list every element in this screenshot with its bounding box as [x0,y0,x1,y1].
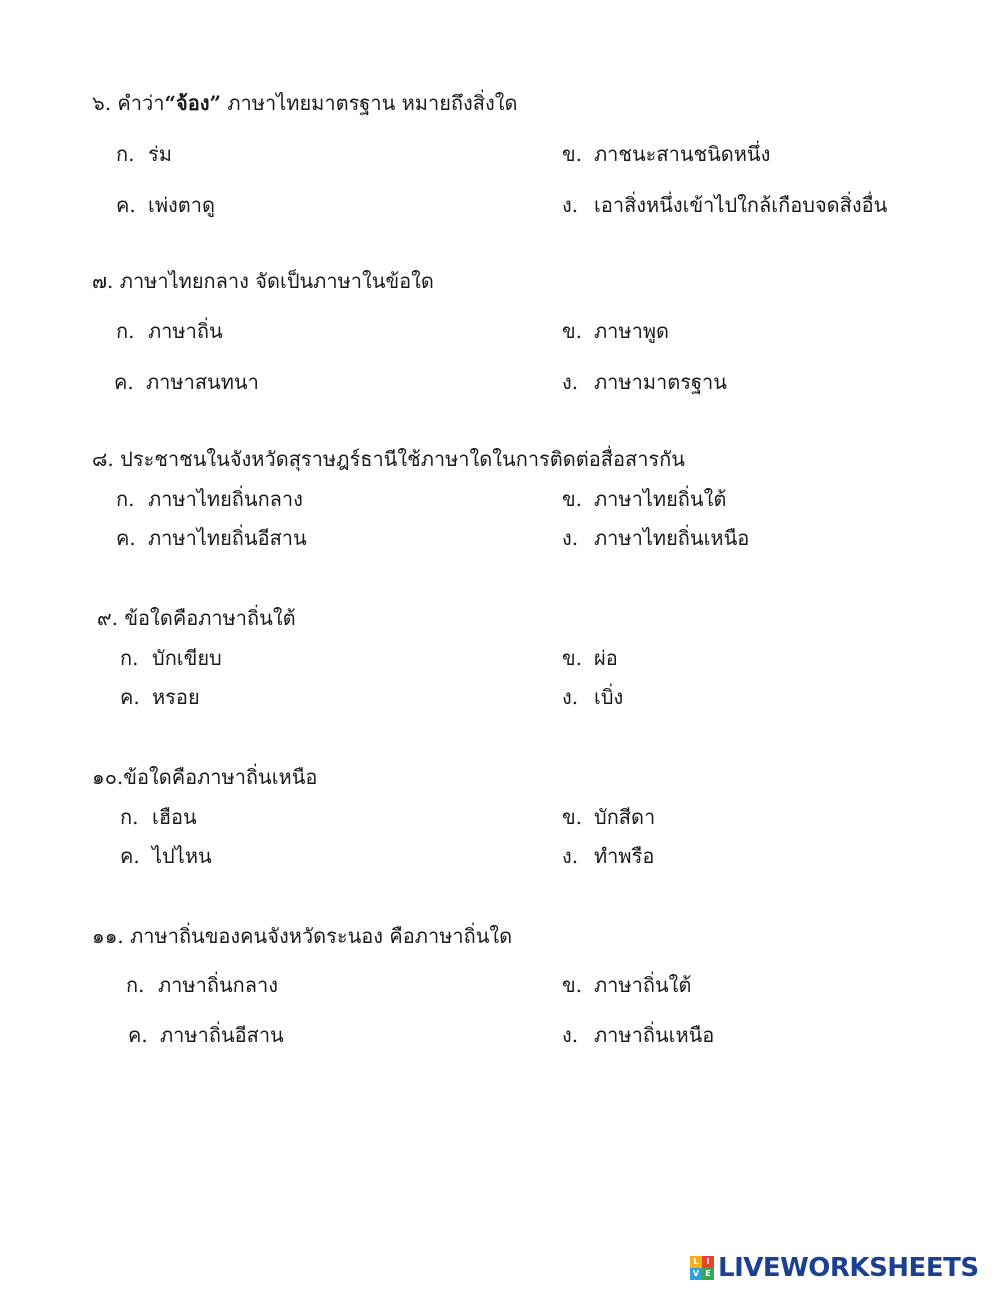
choice-letter: ค. [128,1023,148,1047]
choice-letter: ง. [562,526,579,550]
choice-text: ภาษาไทยถิ่นอีสาน [148,526,307,550]
choice-text: เอาสิ่งหนึ่งเข้าไปใกล้เกือบจดสิ่งอื่น [594,193,888,217]
choice-d[interactable] [562,684,623,710]
choice-d[interactable] [562,843,654,869]
choice-letter: ค. [116,193,136,217]
choice-text: ภาชนะสานชนิดหนึ่ง [594,142,771,166]
question-11-text [92,923,512,949]
choice-text: เฮือน [152,805,197,829]
choice-letter: ก. [116,319,135,343]
question-number: ๙. [97,606,119,630]
question-text: ประชาชนในจังหวัดสุราษฎร์ธานีใช้ภาษาใดในการติดต่อสื่อสารกัน [120,447,685,471]
choice-letter: ค. [114,370,134,394]
choice-letter: ค. [116,526,136,550]
choice-letter: ก. [126,973,145,997]
choice-text: เพ่งตาดู [148,193,215,217]
question-number: ๖. [92,91,112,115]
choice-letter: ง. [562,685,579,709]
liveworksheets-logo [690,1252,979,1284]
choice-letter: ง. [562,844,579,868]
question-6-text [92,90,518,116]
choice-letter: ง. [562,1023,579,1047]
question-keyword: “จ้อง” [164,91,222,115]
choice-text: ภาษาถิ่นใต้ [594,973,692,997]
choice-text: บักสีดา [594,805,656,829]
choice-text: ภาษาถิ่นเหนือ [594,1023,715,1047]
choice-text: ภาษาสนทนา [146,370,259,394]
choice-text: บักเขียบ [152,646,222,670]
liveworksheets-mark-icon [690,1256,714,1280]
choice-text: ผ่อ [594,646,618,670]
choice-b[interactable] [562,486,726,512]
choice-letter: ง. [562,370,579,394]
choice-letter: ก. [120,805,139,829]
choice-text: ภาษาถิ่น [148,319,223,343]
question-8-text [92,446,685,472]
choice-d[interactable] [562,369,727,395]
question-7-text [92,268,434,294]
choice-letter: ข. [562,319,583,343]
question-number: ๗. [92,269,114,293]
choice-text: ทำพรือ [594,844,655,868]
choice-a[interactable] [120,804,197,830]
choice-a[interactable] [116,141,172,167]
choice-letter: ค. [120,685,140,709]
question-text-before: คำว่า [117,91,165,115]
question-number: ๘. [92,447,114,471]
choice-c[interactable] [120,843,212,869]
choice-text: ภาษาไทยถิ่นกลาง [148,487,303,511]
choice-d[interactable] [562,1022,714,1048]
mark-letter: E [702,1268,714,1280]
question-text: ข้อใดคือภาษาถิ่นใต้ [124,606,296,630]
mark-letter: I [702,1256,714,1268]
choice-c[interactable] [116,525,307,551]
choice-text: ภาษาพูด [594,319,669,343]
choice-text: เบิ่ง [594,685,624,709]
choice-d[interactable] [562,525,749,551]
choice-text: ร่ม [148,142,172,166]
choice-letter: ข. [562,487,583,511]
mark-letter: L [690,1256,702,1268]
choice-b[interactable] [562,141,770,167]
choice-text: ภาษาถิ่นอีสาน [160,1023,284,1047]
choice-text: ภาษาไทยถิ่นเหนือ [594,526,750,550]
choice-text: หรอย [152,685,200,709]
choice-letter: ง. [562,193,579,217]
question-number: ๑๑. [92,924,124,948]
choice-text: ไปไหน [152,844,212,868]
choice-letter: ค. [120,844,140,868]
question-text: ภาษาไทยกลาง จัดเป็นภาษาในข้อใด [119,269,434,293]
choice-b[interactable] [562,804,655,830]
question-9-text [97,605,296,631]
choice-c[interactable] [114,369,259,395]
choice-text: ภาษาไทยถิ่นใต้ [594,487,727,511]
mark-letter: V [690,1268,702,1280]
choice-letter: ข. [562,646,583,670]
choice-a[interactable] [120,645,222,671]
choice-d[interactable] [562,192,887,218]
choice-letter: ก. [116,142,135,166]
choice-c[interactable] [120,684,200,710]
choice-a[interactable] [116,486,303,512]
choice-letter: ก. [120,646,139,670]
choice-letter: ข. [562,142,583,166]
choice-letter: ข. [562,805,583,829]
choice-letter: ข. [562,973,583,997]
question-text: ภาษาถิ่นของคนจังหวัดระนอง คือภาษาถิ่นใด [130,924,513,948]
choice-b[interactable] [562,972,691,998]
brand-name: LIVEWORKSHEETS [718,1253,979,1283]
choice-c[interactable] [128,1022,284,1048]
question-number: ๑๐. [92,765,124,789]
choice-b[interactable] [562,645,618,671]
question-10-text [92,764,317,790]
choice-text: ภาษามาตรฐาน [594,370,727,394]
choice-a[interactable] [126,972,278,998]
question-text-after: ภาษาไทยมาตรฐาน หมายถึงสิ่งใด [227,91,518,115]
choice-b[interactable] [562,318,669,344]
choice-letter: ก. [116,487,135,511]
choice-a[interactable] [116,318,223,344]
question-text: ข้อใดคือภาษาถิ่นเหนือ [123,765,318,789]
choice-text: ภาษาถิ่นกลาง [158,973,278,997]
choice-c[interactable] [116,192,215,218]
